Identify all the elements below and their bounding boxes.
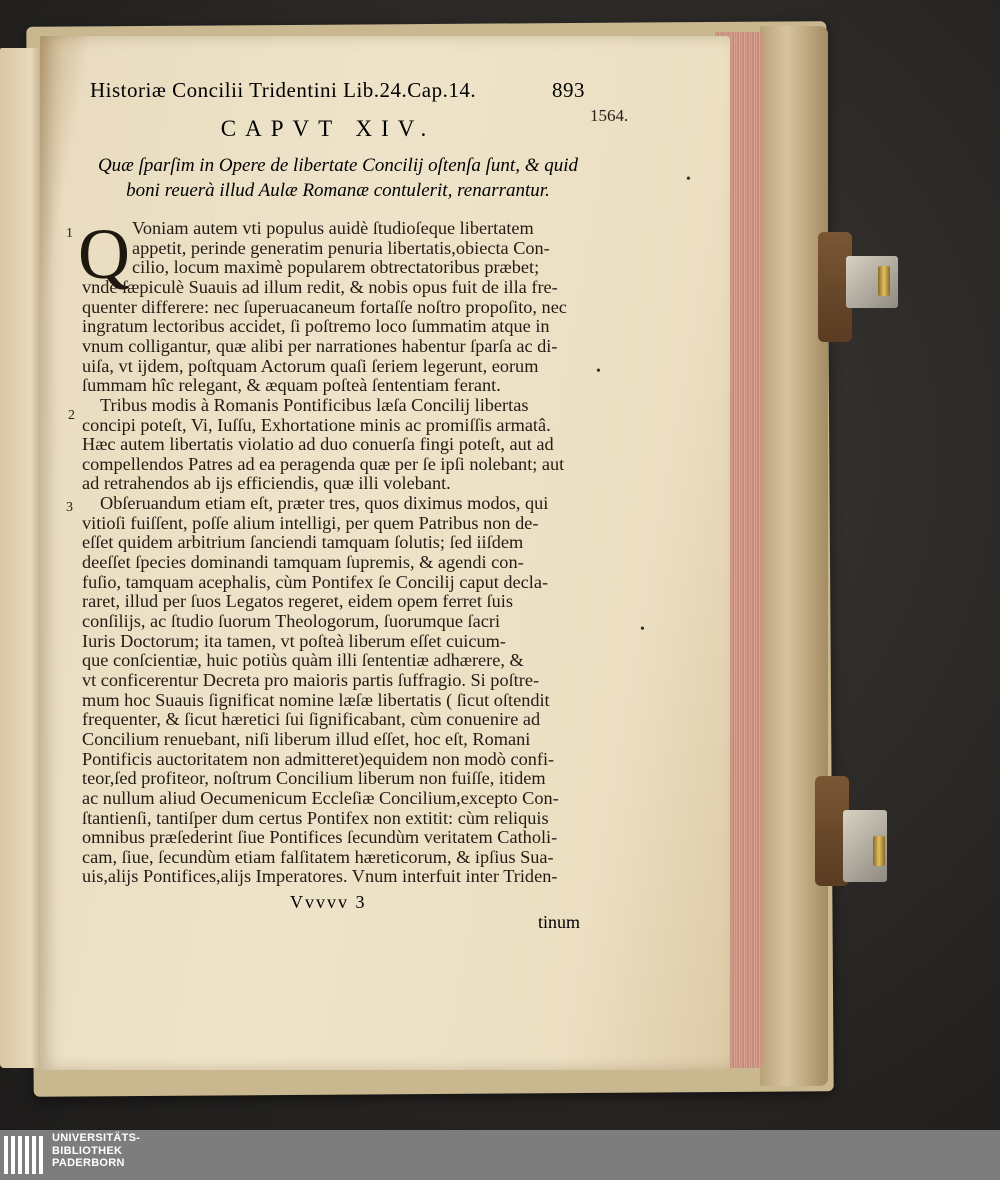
- text-line: Hæc autem libertatis violatio ad duo conuerſa fingi poteſt, aut ad: [82, 434, 554, 455]
- paragraph-number: 2: [68, 408, 75, 423]
- drop-cap: Q: [78, 214, 130, 294]
- text-line: vnde ſæpiculè Suauis ad illum redit, & nobis opus fuit de illa fre-: [82, 276, 558, 297]
- text-line: Tribus modis à Romanis Pontificibus læſa Concilij libertas: [100, 394, 529, 415]
- text-line: uiſa, vt ijdem, poſtquam Actorum quaſi ſeriem legerunt, eorum: [82, 355, 539, 376]
- text-line: ingratum lectoribus accidet, ſi poſtremo loco ſummatim atque in: [82, 316, 550, 337]
- paragraph-number: 1: [66, 226, 73, 241]
- text-line: vitioſi fuiſſent, poſſe alium intelligi, per quem Patribus non de-: [82, 512, 539, 533]
- library-name: [52, 1132, 140, 1170]
- summary-line: boni reuerà illud Aulæ Romanæ contulerit, renarrantur.: [126, 180, 550, 201]
- text-line: vnum colligantur, quæ alibi per narrationes habentur ſparſa ac di-: [82, 335, 558, 356]
- margin-dot: •: [596, 364, 601, 379]
- text-line: omnibus præſederint ſiue Pontifices ſecundùm veritatem Catholi-: [82, 827, 558, 848]
- library-line: UNIVERSITÄTS-: [52, 1132, 141, 1144]
- text-line: cam, ſiue, ſecundùm etiam falſitatem hæreticorum, & ipſius Sua-: [82, 846, 554, 867]
- text-line: Obſeruandum etiam eſt, præter tres, quos diximus modos, qui: [100, 493, 549, 514]
- library-line: PADERBORN: [52, 1157, 125, 1169]
- text-line: que conſcientiæ, huic potiùs quàm illi ſententiæ adhærere, &: [82, 650, 524, 671]
- clasp-brass: [873, 836, 885, 866]
- text-line: cilio, locum maximè popularem obtrectatoribus præbet;: [132, 257, 540, 278]
- clasp-brass: [878, 266, 890, 296]
- signature-mark: Vvvvv 3: [290, 892, 367, 912]
- book-board: [760, 26, 828, 1086]
- text-line: raret, illud per ſuos Legatos regeret, eidem opem ferret ſuis: [82, 591, 513, 612]
- chapter-summary: [78, 153, 598, 203]
- text-line: uis,alijs Pontifices,alijs Imperatores. Vnum interfuit inter Triden-: [82, 866, 558, 887]
- text-line: quenter differere: nec ſuperuacaneum fortaſſe noſtro propoſito, nec: [82, 296, 567, 317]
- text-line: appetit, perinde generatim penuria libertatis,obiecta Con-: [132, 237, 550, 258]
- text-line: ſtantienſi, tantiſper dum certus Pontifex non extitit: cùm reliquis: [82, 807, 549, 828]
- text-line: Iuris Doctorum; ita tamen, vt poſteà liberum eſſet cuicum-: [82, 630, 506, 651]
- margin-dot: •: [686, 172, 691, 187]
- text-line: compellendos Patres ad ea peragenda quæ per ſe ipſi nolebant; aut: [82, 453, 565, 474]
- text-line: ad retrahendos ab ijs efficiendis, quæ illi volebant.: [82, 473, 451, 494]
- summary-line: Quæ ſparſim in Opere de libertate Concilij oſtenſa ſunt, & quid: [97, 155, 579, 176]
- left-page-edge: [0, 48, 44, 1068]
- library-logo-icon: [4, 1136, 44, 1174]
- clasp-metal: [846, 256, 898, 308]
- library-line: BIBLIOTHEK: [52, 1144, 123, 1157]
- text-line: ac nullum aliud Oecumenicum Eccleſiæ Concilium,excepto Con-: [82, 787, 559, 808]
- text-line: mum hoc Suauis ſignificat nomine læſæ libertatis ( ſicut oſtendit: [82, 689, 550, 710]
- running-head-title: Historiæ Concilii Tridentini Lib.24.Cap.14.: [90, 78, 477, 102]
- text-line: concipi poteſt, Vi, Iuſſu, Exhortatione minis ac promiſſis armatâ.: [82, 414, 551, 435]
- margin-year: 1564.: [590, 106, 629, 125]
- text-line: Pontificis auctoritatem non admitteret)equidem non modò confi-: [82, 748, 555, 769]
- running-head: [90, 78, 585, 108]
- page-number: 893: [552, 78, 585, 102]
- chapter-title: CAPVT XIV.: [220, 116, 436, 141]
- library-footer: [0, 1130, 1000, 1180]
- text-line: deeſſet ſpecies dominandi tamquam ſupremis, & agendi con-: [82, 552, 524, 573]
- margin-dot: •: [640, 622, 645, 637]
- upper-clasp: [818, 232, 888, 296]
- text-line: eſſet quidem arbitrium ſanciendi tamquam ſolutis; ſed iiſdem: [82, 532, 524, 553]
- catchword: tinum: [538, 912, 581, 932]
- lower-clasp: [815, 776, 885, 840]
- text-line: ſummam hîc relegant, & æquam poſteà ſententiam ferant.: [82, 375, 501, 396]
- text-line: fuſio, tamquam acephalis, cùm Pontifex ſe Concilij caput decla-: [82, 571, 549, 592]
- text-line: vt conficerentur Decreta pro maioris partis ſuffragio. Si poſtre-: [82, 669, 540, 690]
- text-line: Voniam autem vti populus auidè ſtudioſeque libertatem: [132, 218, 534, 238]
- text-line: conſilijs, ac ſtudio ſuorum Theologorum, ſuorumque ſacri: [82, 611, 501, 631]
- paragraph-number: 3: [66, 500, 73, 515]
- text-line: frequenter, & ſicut hæretici ſui ſignificabant, cùm conuenire ad: [82, 709, 541, 730]
- text-line: Concilium renuebant, niſi liberum illud eſſet, hoc eſt, Romani: [82, 728, 531, 749]
- text-line: teor,ſed profiteor, noſtrum Concilium liberum non fuiſſe, itidem: [82, 768, 546, 789]
